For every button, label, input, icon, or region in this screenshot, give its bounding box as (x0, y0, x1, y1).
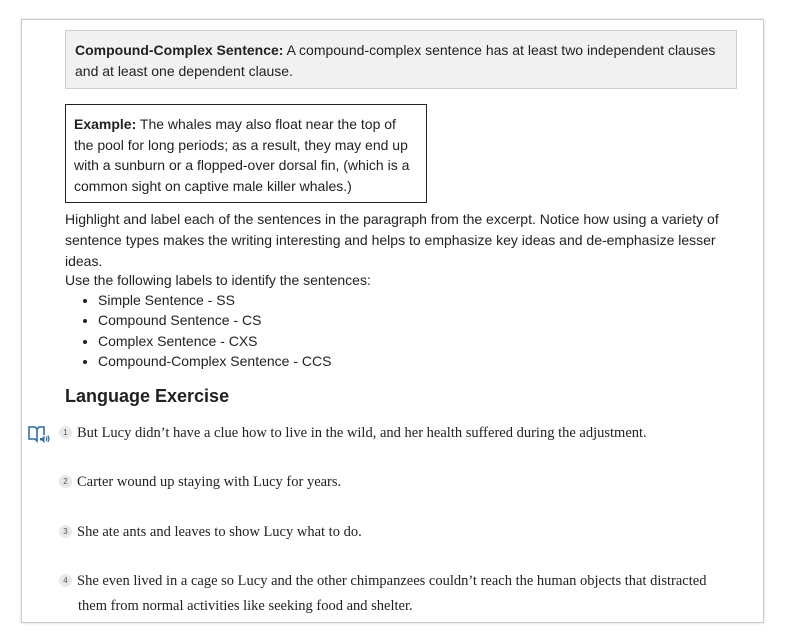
sentence-text[interactable]: But Lucy didn’t have a clue how to live in the wild, and her health suffered during the adjustment. (77, 425, 647, 441)
sentence-1[interactable] (59, 421, 647, 446)
labels-intro: Use the following labels to identify the sentences: (65, 272, 371, 288)
read-aloud-icon[interactable] (27, 424, 51, 444)
sentence-text[interactable]: She ate ants and leaves to show Lucy what to do. (77, 524, 362, 540)
sentence-number: 1 (59, 426, 72, 439)
definition-text: A compound-complex sentence has at least two independent clauses and at least one dependent clause. (75, 42, 716, 79)
sentence-text[interactable]: Carter wound up staying with Lucy for years. (77, 474, 342, 490)
labels-list (65, 290, 331, 371)
sentence-4[interactable] (59, 569, 706, 619)
example-box (65, 104, 427, 203)
example-label: Example: (74, 116, 137, 132)
section-title: Language Exercise (65, 386, 230, 406)
sentence-text-continued[interactable]: them from normal activities like seeking food and shelter. (78, 598, 413, 614)
sentence-number: 4 (59, 574, 72, 587)
sentence-number: 3 (59, 525, 72, 538)
definition-term: Compound-Complex Sentence: (75, 42, 284, 58)
label-item: • Compound-Complex Sentence - CCS (98, 351, 331, 371)
sentence-text[interactable]: She even lived in a cage so Lucy and the other chimpanzees couldn’t reach the human objects that distracted (77, 573, 707, 589)
instructions-text: Highlight and label each of the sentences in the paragraph from the excerpt. Notice how using a variety of sentence types makes the writing interesting and helps to emphasize key ideas and de-emphasize lesser ideas. (65, 211, 719, 269)
sentence-3[interactable] (59, 520, 362, 545)
label-item: • Compound Sentence - CS (98, 310, 331, 330)
example-text: The whales may also float near the top of the pool for long periods; as a result, they may end up with a sunburn or a flopped-over dorsal fin, (which is a common sight on captive male killer whales.) (74, 116, 410, 194)
label-item: • Complex Sentence - CXS (98, 331, 331, 351)
sentence-2[interactable] (59, 470, 341, 495)
definition-box (65, 30, 737, 89)
label-item: • Simple Sentence - SS (98, 290, 331, 310)
sentence-number: 2 (59, 475, 72, 488)
